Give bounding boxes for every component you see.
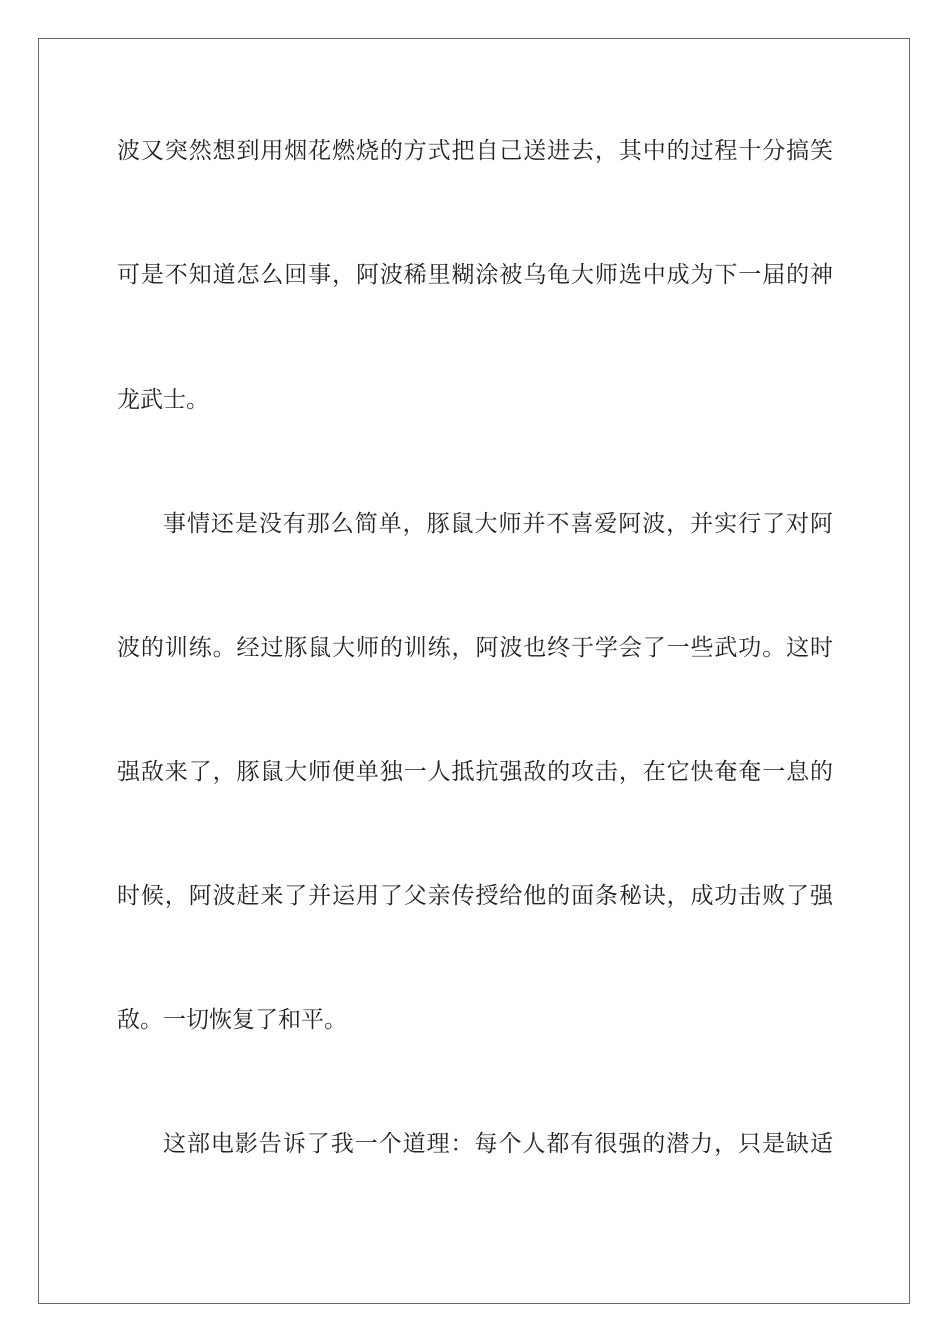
page-border (38, 38, 910, 1304)
text-line-5: 波的训练。经过豚鼠大师的训练，阿波也终于学会了一些武功。这时 (117, 635, 833, 661)
text-line-1: 波又突然想到用烟花燃烧的方式把自己送进去，其中的过程十分搞笑 (117, 138, 833, 164)
text-line-3: 龙武士。 (117, 387, 209, 413)
text-line-8: 敌。一切恢复了和平。 (117, 1007, 347, 1033)
paragraph-2-line-1: 事情还是没有那么简单，豚鼠大师并不喜爱阿波，并实行了对阿 (163, 511, 833, 537)
text-line-7: 时候，阿波赶来了并运用了父亲传授给他的面条秘诀，成功击败了强 (117, 883, 833, 909)
paragraph-3-line-1: 这部电影告诉了我一个道理：每个人都有很强的潜力，只是缺适 (163, 1131, 833, 1157)
text-line-2: 可是不知道怎么回事，阿波稀里糊涂被乌龟大师选中成为下一届的神 (117, 262, 833, 288)
text-line-6: 强敌来了，豚鼠大师便单独一人抵抗强敌的攻击，在它快奄奄一息的 (117, 759, 833, 785)
